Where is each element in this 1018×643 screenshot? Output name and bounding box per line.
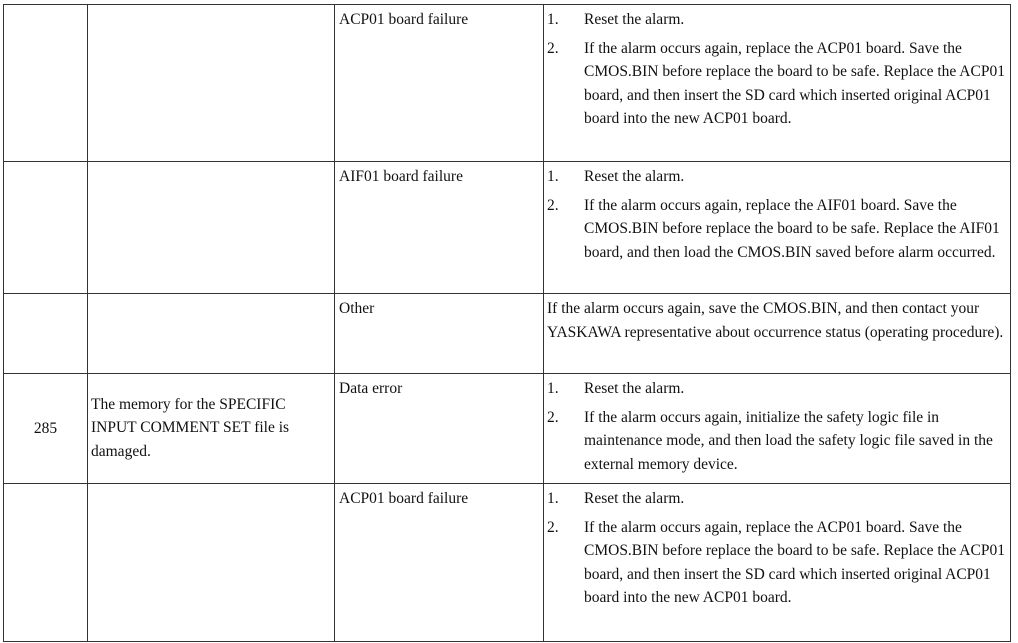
alarm-description-cell — [88, 5, 335, 162]
step-text: Reset the alarm. — [584, 490, 685, 507]
remedy-step — [547, 8, 1006, 32]
table-row — [4, 374, 1011, 484]
step-number: 2. — [547, 39, 559, 57]
alarm-number-cell — [4, 484, 88, 642]
step-number: 1. — [547, 490, 559, 507]
alarm-number-cell — [4, 294, 88, 374]
cause-cell: AIF01 board failure — [335, 162, 544, 294]
step-number: 2. — [547, 196, 559, 214]
remedy-step — [547, 406, 1006, 477]
table-row — [4, 484, 1011, 642]
step-number: 1. — [547, 168, 559, 185]
alarm-description-cell — [88, 294, 335, 374]
alarm-table — [3, 4, 1011, 642]
cause-cell: Other — [335, 294, 544, 374]
remedy-cell — [544, 484, 1011, 642]
remedy-step-list — [547, 487, 1006, 610]
remedy-cell — [544, 374, 1011, 484]
step-number: 2. — [547, 518, 559, 536]
step-text: If the alarm occurs again, replace the ACP01 board. Save the CMOS.BIN before replace the board to be safe. Replace the ACP01 board, and then insert the SD card which inserted original ACP01 board into the new ACP01 board. — [584, 518, 1005, 606]
step-text: Reset the alarm. — [584, 168, 685, 185]
remedy-cell — [544, 162, 1011, 294]
remedy-step-list — [547, 8, 1006, 131]
remedy-step-list — [547, 377, 1006, 476]
cause-cell: Data error — [335, 374, 544, 484]
table-row — [4, 5, 1011, 162]
step-text: Reset the alarm. — [584, 380, 685, 397]
remedy-step — [547, 377, 1006, 401]
step-number: 2. — [547, 408, 559, 426]
alarm-description-cell — [88, 484, 335, 642]
step-number: 1. — [547, 380, 559, 397]
remedy-step — [547, 516, 1006, 610]
table-row — [4, 294, 1011, 374]
alarm-description-cell — [88, 162, 335, 294]
cause-cell: ACP01 board failure — [335, 484, 544, 642]
step-text: If the alarm occurs again, initialize the safety logic file in maintenance mode, and then load the safety logic file saved in the external memory device. — [584, 408, 993, 473]
remedy-cell — [544, 5, 1011, 162]
alarm-description-cell: The memory for the SPECIFIC INPUT COMMENT SET file is damaged. — [88, 374, 335, 484]
step-text: If the alarm occurs again, replace the AIF01 board. Save the CMOS.BIN before replace the board to be safe. Replace the AIF01 board, and then load the CMOS.BIN saved before alarm occurred. — [584, 196, 1000, 261]
remedy-step-list — [547, 165, 1006, 264]
remedy-cell: If the alarm occurs again, save the CMOS.BIN, and then contact your YASKAWA representative about occurrence status (operating procedure). — [544, 294, 1011, 374]
step-text: Reset the alarm. — [584, 11, 685, 28]
alarm-number-cell — [4, 5, 88, 162]
step-text: If the alarm occurs again, replace the ACP01 board. Save the CMOS.BIN before replace the board to be safe. Replace the ACP01 board, and then insert the SD card which inserted original ACP01 board into the new ACP01 board. — [584, 39, 1005, 127]
alarm-number-cell: 285 — [4, 374, 88, 484]
alarm-number-cell — [4, 162, 88, 294]
remedy-step — [547, 165, 1006, 189]
remedy-step — [547, 194, 1006, 265]
remedy-step — [547, 487, 1006, 511]
remedy-step — [547, 37, 1006, 131]
step-number: 1. — [547, 11, 559, 28]
cause-cell: ACP01 board failure — [335, 5, 544, 162]
table-row — [4, 162, 1011, 294]
